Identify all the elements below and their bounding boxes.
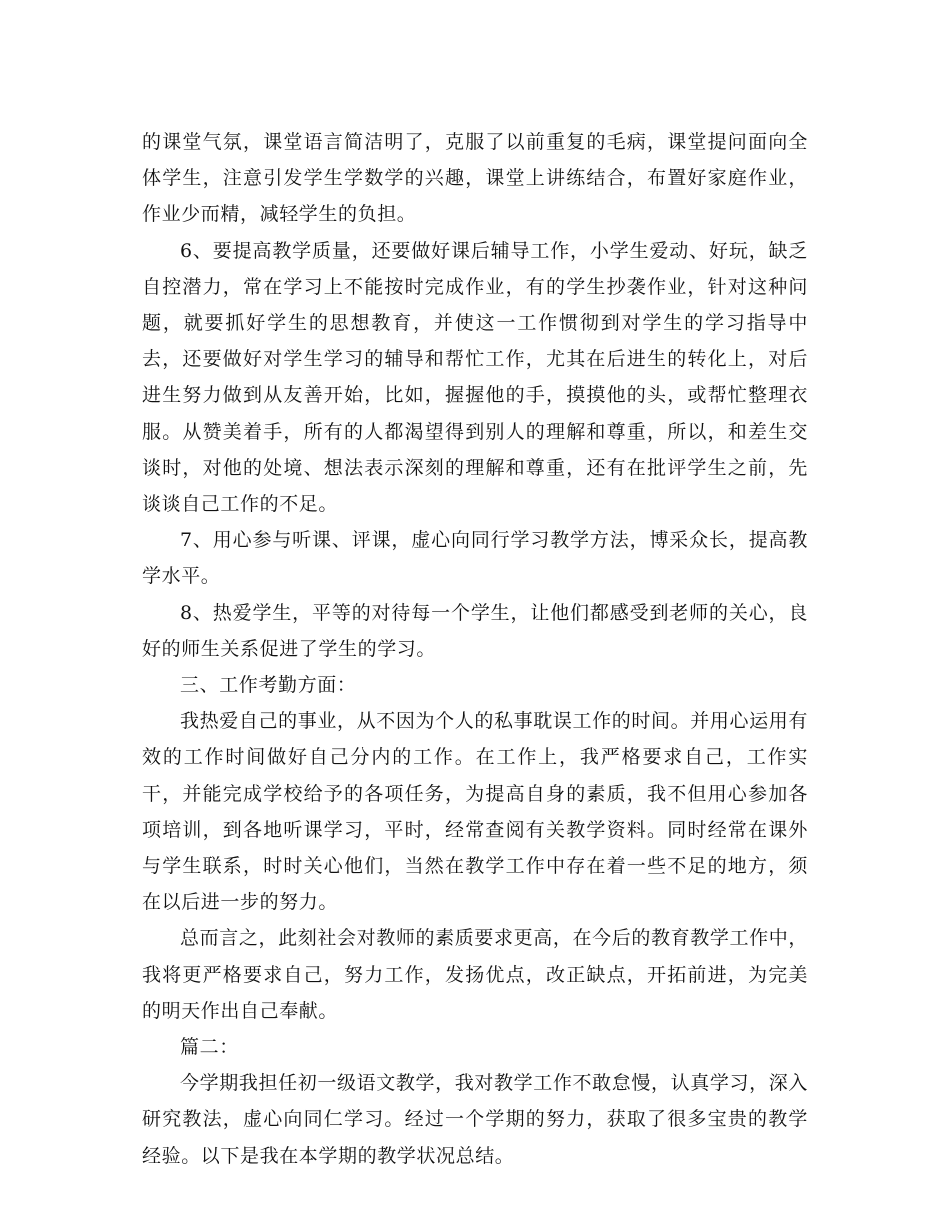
paragraph: 今学期我担任初一级语文教学，我对教学工作不敢怠慢，认真学习，深入研究教法，虚心向同仁学习。经过一个学期的努力，获取了很多宝贵的教学经验。以下是我在本学期的教学状况总结。 [142,1072,808,1167]
paragraph: 总而言之，此刻社会对教师的素质要求更高，在今后的教育教学工作中，我将更严格要求自己，努力工作，发扬优点，改正缺点，开拓前进，为完美的明天作出自己奉献。 [142,927,808,1022]
paragraph: 我热爱自己的事业，从不因为个人的私事耽误工作的时间。并用心运用有效的工作时间做好自己分内的工作。在工作上，我严格要求自己，工作实干，并能完成学校给予的各项任务，为提高自身的素质，我不但用心参加各项培训，到各地听课学习，平时，经常查阅有关教学资料。同时经常在课外与学生联系，时时关心他们，当然在教学工作中存在着一些不足的地方，须在以后进一步的努力。 [142,710,808,914]
paragraph: 8、热爱学生，平等的对待每一个学生，让他们都感受到老师的关心，良好的师生关系促进了学生的学习。 [142,601,808,660]
section-heading: 三、工作考勤方面： [180,674,357,697]
paragraph: 的课堂气氛，课堂语言简洁明了，克服了以前重复的毛病，课堂提问面向全体学生，注意引发学生学数学的兴趣，课堂上讲练结合，布置好家庭作业，作业少而精，减轻学生的负担。 [142,131,808,226]
section-heading: 篇二： [180,1036,239,1059]
paragraph: 6、要提高教学质量，还要做好课后辅导工作，小学生爱动、好玩，缺乏自控潜力，常在学习上不能按时完成作业，有的学生抄袭作业，针对这种问题，就要抓好学生的思想教育，并使这一工作惯彻到对学生的学习指导中去，还要做好对学生学习的辅导和帮忙工作，尤其在后进生的转化上，对后进生努力做到从友善开始，比如，握握他的手，摸摸他的头，或帮忙整理衣服。从赞美着手，所有的人都渴望得到别人的理解和尊重，所以，和差生交谈时，对他的处境、想法表示深刻的理解和尊重，还有在批评学生之前，先谈谈自己工作的不足。 [142,239,808,516]
document-body [142,124,808,1174]
paragraph: 7、用心参与听课、评课，虚心向同行学习教学方法，博采众长，提高教学水平。 [142,529,808,588]
